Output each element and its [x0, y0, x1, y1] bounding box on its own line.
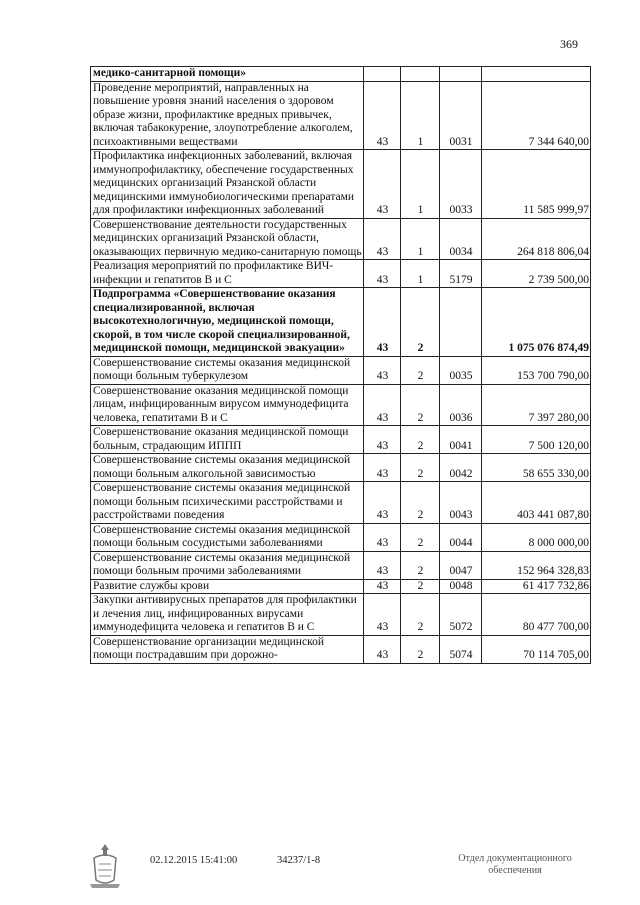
cell-name: Закупки антивирусных препаратов для профилактики и лечения лиц, инфицированных вирусами иммунодефицита человека и гепатитов В и С — [91, 594, 364, 636]
cell-name: Совершенствование деятельности государственных медицинских организаций Рязанской области, оказывающих первичную медико-санитарную помощь — [91, 218, 364, 260]
cell-b: 1 — [401, 260, 440, 288]
cell-c: 0047 — [440, 551, 482, 579]
budget-table-body — [91, 67, 591, 664]
cell-sum: 7 500 120,00 — [482, 426, 591, 454]
cell-name: Реализация мероприятий по профилактике ВИЧ-инфекции и гепатитов В и С — [91, 260, 364, 288]
cell-c: 0031 — [440, 81, 482, 150]
cell-name: Развитие службы крови — [91, 579, 364, 594]
cell-sum: 70 114 705,00 — [482, 635, 591, 663]
cell-b: 1 — [401, 218, 440, 260]
cell-sum: 264 818 806,04 — [482, 218, 591, 260]
table-row — [91, 67, 591, 82]
cell-c: 5074 — [440, 635, 482, 663]
cell-sum: 11 585 999,97 — [482, 150, 591, 219]
cell-sum: 8 000 000,00 — [482, 523, 591, 551]
cell-b: 2 — [401, 356, 440, 384]
table-row — [91, 218, 591, 260]
cell-c: 0036 — [440, 384, 482, 426]
cell-a: 43 — [364, 523, 401, 551]
cell-a: 43 — [364, 384, 401, 426]
budget-table — [90, 66, 591, 664]
emblem-icon — [88, 840, 122, 890]
cell-b: 2 — [401, 635, 440, 663]
table-row — [91, 260, 591, 288]
cell-name: Подпрограмма «Совершенствование оказания специализированной, включая высокотехнологичную, медицинской помощи, скорой, в том числе скорой специализированной, медицинской помощи, медицинской эвакуации» — [91, 288, 364, 357]
cell-sum: 58 655 330,00 — [482, 454, 591, 482]
table-row — [91, 150, 591, 219]
cell-b: 1 — [401, 150, 440, 219]
table-row — [91, 635, 591, 663]
cell-a: 43 — [364, 426, 401, 454]
cell-sum: 7 397 280,00 — [482, 384, 591, 426]
stamp-line-1: Отдел документационного — [458, 853, 572, 864]
cell-c — [440, 288, 482, 357]
cell-b: 1 — [401, 81, 440, 150]
cell-a: 43 — [364, 288, 401, 357]
cell-name: Совершенствование оказания медицинской помощи лицам, инфицированным вирусом иммунодефицита человека, гепатитами В и С — [91, 384, 364, 426]
cell-name: Совершенствование системы оказания медицинской помощи больным психическими расстройствами и расстройствами поведения — [91, 482, 364, 524]
cell-a: 43 — [364, 482, 401, 524]
cell-a: 43 — [364, 218, 401, 260]
cell-c: 0048 — [440, 579, 482, 594]
stamp-line-2: обеспечения — [488, 865, 542, 876]
cell-sum: 7 344 640,00 — [482, 81, 591, 150]
table-row — [91, 81, 591, 150]
cell-b: 2 — [401, 482, 440, 524]
cell-c: 0035 — [440, 356, 482, 384]
table-row — [91, 482, 591, 524]
cell-a: 43 — [364, 81, 401, 150]
cell-name: Совершенствование оказания медицинской помощи больным, страдающим ИППП — [91, 426, 364, 454]
cell-b: 2 — [401, 288, 440, 357]
cell-sum: 153 700 790,00 — [482, 356, 591, 384]
table-row — [91, 426, 591, 454]
cell-b: 2 — [401, 454, 440, 482]
cell-c: 5072 — [440, 594, 482, 636]
cell-b: 2 — [401, 384, 440, 426]
cell-a — [364, 67, 401, 82]
cell-b — [401, 67, 440, 82]
table-row — [91, 579, 591, 594]
cell-a: 43 — [364, 150, 401, 219]
cell-sum — [482, 67, 591, 82]
cell-c: 0043 — [440, 482, 482, 524]
table-row — [91, 594, 591, 636]
cell-a: 43 — [364, 551, 401, 579]
cell-a: 43 — [364, 594, 401, 636]
cell-b: 2 — [401, 426, 440, 454]
cell-b: 2 — [401, 523, 440, 551]
cell-c — [440, 67, 482, 82]
footer-document-id: 34237/1-8 — [277, 855, 321, 866]
cell-sum: 1 075 076 874,49 — [482, 288, 591, 357]
cell-a: 43 — [364, 579, 401, 594]
cell-name: Совершенствование организации медицинской помощи пострадавшим при дорожно- — [91, 635, 364, 663]
cell-name: Совершенствование системы оказания медицинской помощи больным туберкулезом — [91, 356, 364, 384]
cell-c: 0044 — [440, 523, 482, 551]
cell-sum: 61 417 732,86 — [482, 579, 591, 594]
cell-sum: 2 739 500,00 — [482, 260, 591, 288]
cell-c: 5179 — [440, 260, 482, 288]
cell-c: 0033 — [440, 150, 482, 219]
table-row — [91, 288, 591, 357]
table-row — [91, 384, 591, 426]
cell-name: Профилактика инфекционных заболеваний, включая иммунопрофилактику, обеспечение государственных медицинских организаций Рязанской области медицинскими иммунобиологическими препаратами для профилактики инфекционных заболеваний — [91, 150, 364, 219]
page-number: 369 — [560, 37, 578, 51]
cell-a: 43 — [364, 356, 401, 384]
cell-name: медико-санитарной помощи» — [91, 67, 364, 82]
cell-b: 2 — [401, 551, 440, 579]
cell-c: 0034 — [440, 218, 482, 260]
footer-date: 02.12.2015 15:41:00 — [150, 855, 238, 866]
cell-name: Совершенствование системы оказания медицинской помощи больным прочими заболеваниями — [91, 551, 364, 579]
table-row — [91, 523, 591, 551]
table-row — [91, 356, 591, 384]
cell-a: 43 — [364, 635, 401, 663]
cell-name: Проведение мероприятий, направленных на повышение уровня знаний населения о здоровом образе жизни, профилактике вредных привычек, включая табакокурение, злоупотребление алкоголем, психоактивными веществами — [91, 81, 364, 150]
table-row — [91, 551, 591, 579]
cell-a: 43 — [364, 454, 401, 482]
department-stamp — [440, 853, 590, 877]
cell-c: 0042 — [440, 454, 482, 482]
cell-c: 0041 — [440, 426, 482, 454]
cell-sum: 403 441 087,80 — [482, 482, 591, 524]
cell-name: Совершенствование системы оказания медицинской помощи больным сосудистыми заболеваниями — [91, 523, 364, 551]
cell-sum: 80 477 700,00 — [482, 594, 591, 636]
cell-b: 2 — [401, 594, 440, 636]
cell-a: 43 — [364, 260, 401, 288]
table-row — [91, 454, 591, 482]
cell-name: Совершенствование системы оказания медицинской помощи больным алкогольной зависимостью — [91, 454, 364, 482]
cell-b: 2 — [401, 579, 440, 594]
cell-sum: 152 964 328,83 — [482, 551, 591, 579]
